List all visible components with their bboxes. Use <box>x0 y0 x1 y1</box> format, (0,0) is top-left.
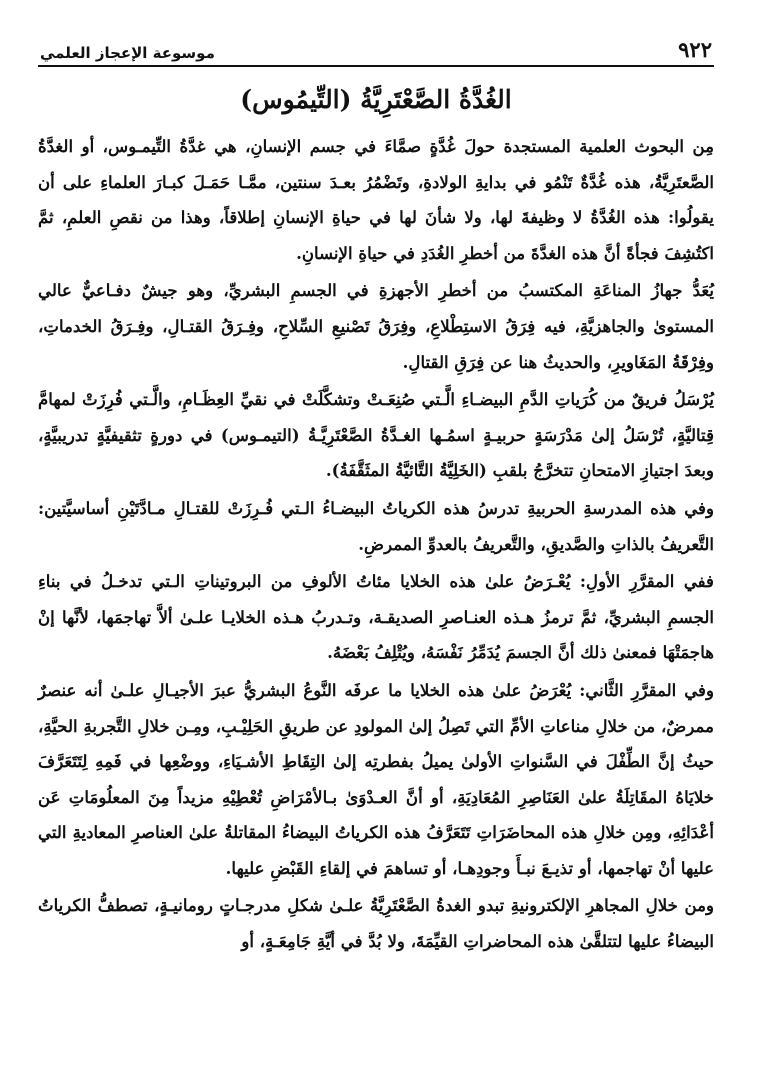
paragraph: يُرْسَلُ فريقٌ من كُرَياتِ الدَّمِ البيضـاءِ الَّـتي صُنِعَـتْ وتشكَّلَتْ في نقيِّ العِظَـامِ، والَّـتي فُرِزَتْ لمهامَّ قِتاليَّةٍ، تُرْسَلُ إلىٰ مَدْرَسَةٍ حربيـةٍ اسمُـها الغـدَّةُ الصَّعْتَرِيَّـةُ (التيمـوس) في دورةٍ تثقيفيَّةٍ تدريبيَّةٍ، وبعدَ اجتيازِ الامتحانِ تتخرَّجُ بلقبِ (الخَلِيَّةُ التَّائيَّةُ المثَقَّفَةُ). <box>38 389 714 481</box>
paragraph: يُعَدُّ جهازُ المناعَةِ المكتسبُ من أخطرِ الأجهزةِ في الجسمِ البشريِّ، وهو جيشٌ دفـاعيٌّ عالي المستوىٰ والجاهزيَّةِ، فيه فِرَقُ الاستِطْلاعِ، وفِرَقُ تَصْنيعِ السِّلاحِ، وفِـرَقُ القتـالِ، وفِـرَقُ الخدماتِ، وفِرْقَةُ المَغَاويرِ، والحديثُ هنا عن فِرَقِ القتالِ. <box>38 280 714 372</box>
running-book-title: موسوعة الإعجاز العلمي <box>40 44 215 62</box>
paragraph: وفي هذه المدرسةِ الحربيةِ تدرسُ هذه الكرياتُ البيضـاءُ الـتي فُـرِزَتْ للقتـالِ مـادَّتَيْنِ أساسيَّتين: التَّعريفُ بالذاتِ والصَّديقِ، والتَّعريفُ بالعدوِّ الممرضِ. <box>38 497 714 554</box>
chapter-title: الغُدَّةُ الصَّعْتَرِيَّةُ (التِّيمُوس) <box>240 85 512 114</box>
page-header <box>38 34 714 67</box>
body-text <box>38 129 714 960</box>
book-page <box>38 34 714 962</box>
paragraph: ومن خلالِ المجاهرِ الإلكترونيةِ تبدو الغدةُ الصَّعْتَرِيَّةُ علـىٰ شكلِ مدرجـاتٍ رومانيـةٍ، تصطفُّ الكرياتُ البيضاءُ عليها لتتلقَّىٰ هذه المحاضراتِ القيِّمَةَ، ولا بُدَّ في أيَّةِ جَامِعَـةٍ، أو <box>38 895 714 952</box>
paragraph: وفي المقرَّرِ الثَّاني: يُعْرَضُ علىٰ هذه الخلايا ما عرفَه النَّوعُ البشريُّ عبرَ الأجيـالِ علـىٰ أنه عنصرٌ ممرضٌ، من خلالِ مناعاتِ الأمِّ التي تَصِلُ إلىٰ المولودِ عن طريقِ الحَلِيْـبِ، ومِـن خلالِ التَّجربةِ الحيَّةِ، حيثُ إنَّ الطِّفْلَ في السَّنواتِ الأولىٰ يميلُ بفطرتِه إلىٰ التِقَاطِ الأشـيَاءِ، ووضْعِها في فَمِهِ لِتَتَعَرَّفَ خلايَاهُ المقَاتِلَةُ علىٰ العَنَاصِرِ المُعَادِيَةِ، أو أنَّ العـدْوَىٰ بـالأمْرَاضِ تُعْطِيْهِ مزيداً مِنَ المعلُومَاتِ عَن أعْدَائِهِ، ومِن خلالِ هذه المحاضَرَاتِ تَتَعَرَّفُ هذه الكرياتُ البيضاءُ المقاتلةُ علىٰ العناصرِ المعاديةِ التي عليها أنْ تهاجمها، أو تذيـعَ نبـأَ وجودِهـا، أو تساهمَ في إلقاءِ القَبْضِ عليها. <box>38 679 714 878</box>
paragraph: ففي المقرَّرِ الأولِ: يُعْـرَضُ علىٰ هذه الخلايا مئاتُ الألوفِ من البروتيناتِ الـتي تدخـلُ في بناءِ الجسمِ البشريِّ، ثمَّ ترمزُ هـذه العنـاصرِ الصديقـة، وتـدربُ هـذه الخلايـا علـىٰ ألاَّ تهاجمَها، لأنَّها إنْ هاجمَتْهَا فمعنىٰ ذلك أنَّ الجسمَ يُدَمِّرُ نَفْسَهُ، ويُتْلِفُ بَعْضَهُ. <box>38 571 714 663</box>
paragraph: مِن البحوث العلمية المستجدة حولَ غُدَّةٍ صمَّاءَ في جسم الإنسانِ، هي غدَّةُ التِّيمـوس، أو الغدَّةُ الصَّعتَرِيَّةُ، هذه غُدَّةٌ تَنْمُو في بدايةِ الولادةِ، وتَضْمُرُ بعـدَ سنتين، ممَّـا حَمَـلَ كبـارَ العلماءِ على أن يقولُوا: هذه الغُدَّةُ لا وظيفةَ لها، ولا شأنَ لها في حياةِ الإنسانِ إطلاقاً، وهذا من نقصِ العلمِ، ثمَّ اكتُشِفَ فجأةً أنَّ هذه الغدَّةَ من أخطرِ الغُدَدِ في حياةِ الإنسانِ. <box>38 136 714 263</box>
page-number: ٩٢٢ <box>678 37 712 62</box>
